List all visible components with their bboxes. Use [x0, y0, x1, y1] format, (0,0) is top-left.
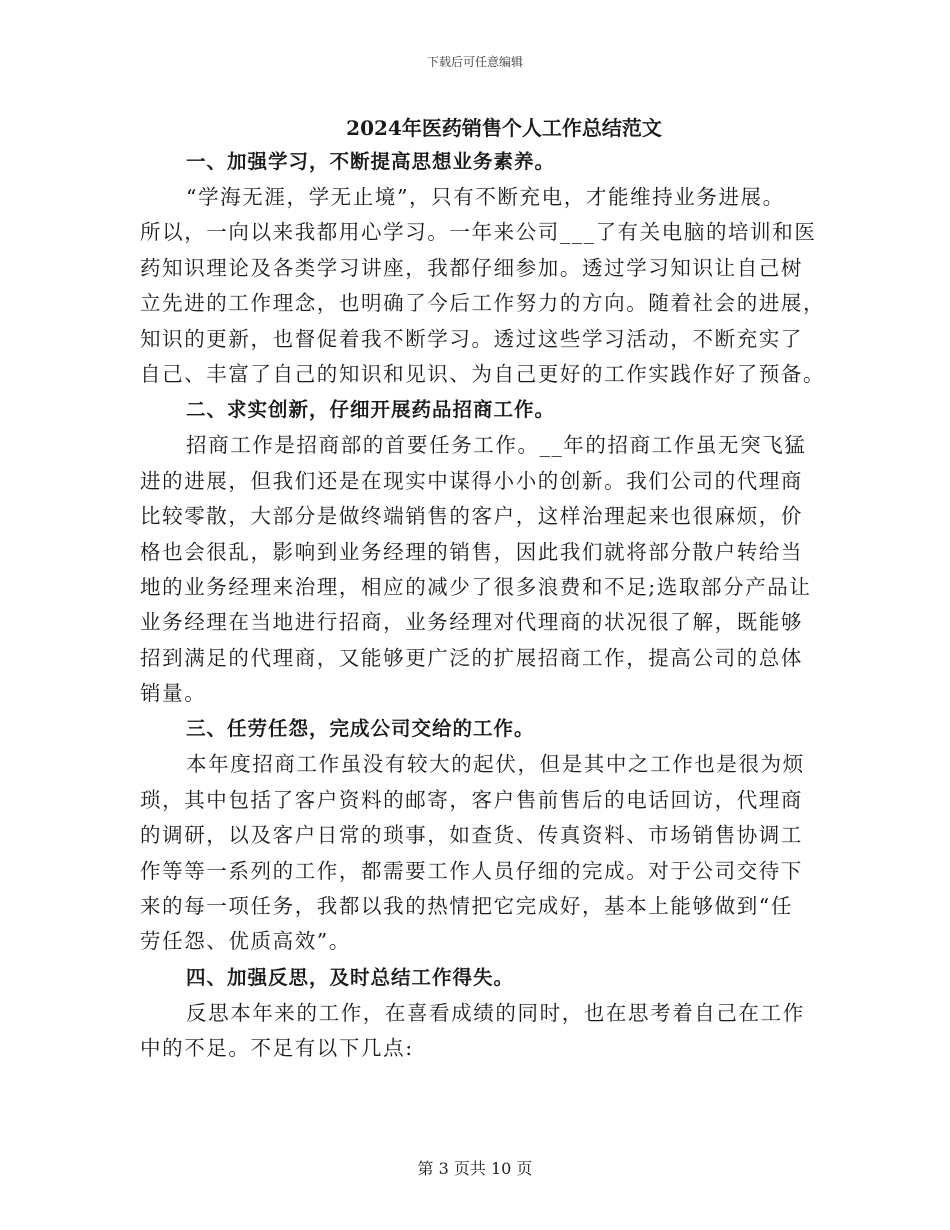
paragraph-line: 劳任怨、优质高效”。 — [140, 929, 351, 954]
paragraph-line: 格也会很乱，影响到业务经理的销售，因此我们就将部分散户转给当 — [140, 539, 803, 564]
section-heading: 四、加强反思，及时总结工作得失。 — [186, 965, 515, 989]
page-footer: 第 3 页共 10 页 — [417, 1159, 533, 1178]
paragraph-line: 销量。 — [140, 681, 207, 706]
paragraph-line: “学海无涯，学无止境”，只有不断充电，才能维持业务进展。 — [186, 185, 785, 209]
paragraph-line: 进的进展，但我们还是在现实中谋得小小的创新。我们公司的代理商 — [140, 468, 803, 493]
paragraph-line: 立先进的工作理念，也明确了今后工作努力的方向。随着社会的进展， — [140, 291, 826, 316]
paragraph-line: 琐，其中包括了客户资料的邮寄，客户售前售后的电话回访，代理商 — [140, 787, 803, 812]
section-heading: 三、任劳任怨，完成公司交给的工作。 — [186, 717, 535, 741]
page-header: 下载后可任意编辑 — [426, 55, 523, 69]
paragraph-line: 本年度招商工作虽没有较大的起伏，但是其中之工作也是很为烦 — [186, 752, 805, 777]
paragraph-line: 知识的更新，也督促着我不断学习。透过这些学习活动，不断充实了 — [140, 326, 803, 351]
document-body — [140, 112, 826, 1067]
paragraph-line: 反思本年来的工作，在喜看成绩的同时，也在思考着自己在工作 — [186, 1000, 805, 1025]
paragraph-line: 中的不足。不足有以下几点: — [140, 1036, 414, 1061]
paragraph-line: 自己、丰富了自己的知识和见识、为自己更好的工作实践作好了预备。 — [140, 361, 826, 386]
section-paragraph — [140, 747, 808, 959]
paragraph-line: 招到满足的代理商，又能够更广泛的扩展招商工作，提高公司的总体 — [140, 645, 803, 670]
paragraph-line: 招商工作是招商部的首要任务工作。__年的招商工作虽无突飞猛 — [186, 433, 807, 458]
section-paragraph — [140, 996, 808, 1067]
sections-container — [140, 144, 826, 1067]
paragraph-line: 作等等一系列的工作，都需要工作人员仔细的完成。对于公司交待下 — [140, 858, 803, 883]
paragraph-line: 所以，一向以来我都用心学习。一年来公司___了有关电脑的培训和医 — [140, 220, 817, 245]
paragraph-line: 来的每一项任务，我都以我的热情把它完成好，基本上能够做到“任 — [140, 894, 793, 919]
paragraph-line: 药知识理论及各类学习讲座，我都仔细参加。透过学习知识让自己树 — [140, 255, 803, 280]
section-paragraph — [140, 428, 812, 711]
section-heading: 一、加强学习，不断提高思想业务素养。 — [186, 150, 556, 173]
paragraph-line: 业务经理在当地进行招商，业务经理对代理商的状况很了解，既能够 — [140, 610, 803, 635]
section-heading: 二、求实创新，仔细开展药品招商工作。 — [186, 398, 556, 422]
paragraph-line: 地的业务经理来治理，相应的减少了很多浪费和不足;选取部分产品让 — [140, 574, 812, 599]
paragraph-line: 的调研，以及客户日常的琐事，如查货、传真资料、市场销售协调工 — [140, 823, 803, 848]
document-title: 2024年医药销售个人工作总结范文 — [346, 116, 662, 140]
section-paragraph — [140, 180, 826, 392]
paragraph-line: 比较零散，大部分是做终端销售的客户，这样治理起来也很麻烦，价 — [140, 504, 803, 529]
